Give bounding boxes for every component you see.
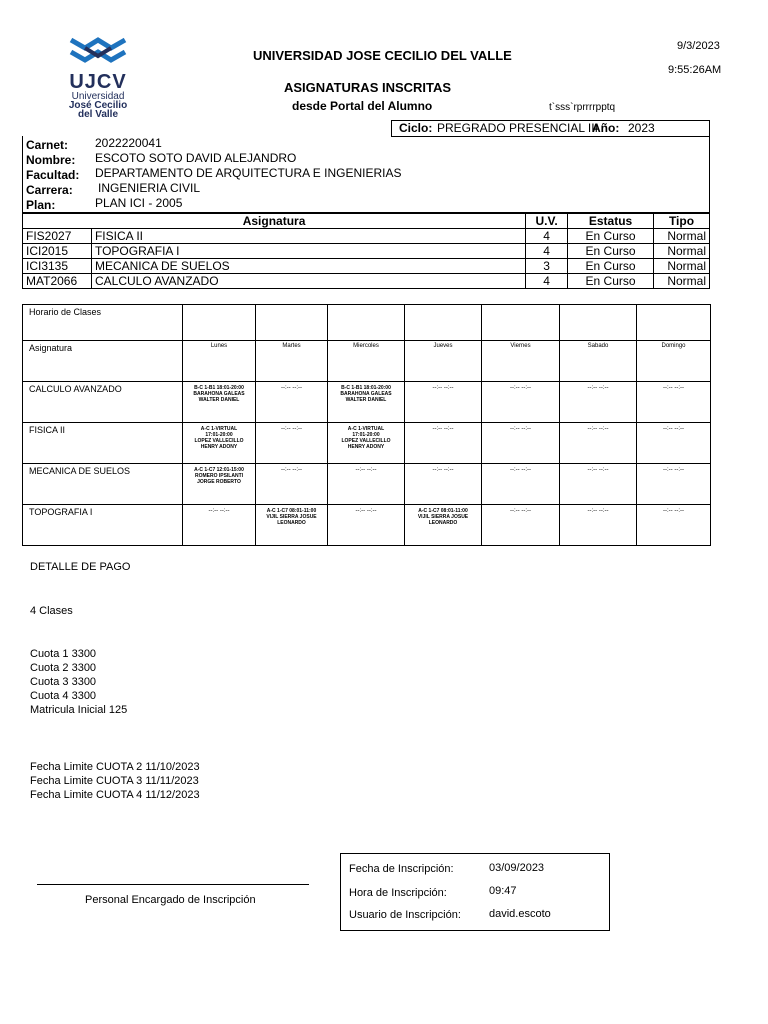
schedule-cell-line: A-C 1-VIRTUAL <box>200 426 238 432</box>
schedule-cell-line: --:-- --:-- <box>355 467 377 473</box>
schedule-cell <box>637 382 711 423</box>
schedule-cell-line: --:-- --:-- <box>587 385 609 391</box>
subjects-header-row <box>23 214 710 229</box>
subject-type: Normal <box>654 274 710 289</box>
schedule-cell-line: ROMERO IPSILANTI <box>194 473 244 479</box>
schedule-cell-line: A-C 1-C7 08:01-11:00 <box>418 508 468 514</box>
day-header: Martes <box>256 341 328 382</box>
nombre-value: ESCOTO SOTO DAVID ALEJANDRO <box>95 151 297 165</box>
schedule-cell-line: BARAHONA GALEAS <box>340 391 392 397</box>
schedule-cell-line: --:-- --:-- <box>281 426 302 432</box>
schedule-cell-line: LEONARDO <box>428 520 458 526</box>
print-date: 9/3/2023 <box>677 40 720 52</box>
payment-classes: 4 Clases <box>30 605 73 617</box>
fecha-value: 03/09/2023 <box>489 862 545 874</box>
schedule-cell-line: VIJIL SIERRA JOSUE <box>417 514 469 520</box>
subject-name: CALCULO AVANZADO <box>91 274 525 289</box>
deadline-line: Fecha Limite CUOTA 2 11/10/2023 <box>30 761 200 773</box>
schedule-cell-line: WALTER DANIEL <box>198 397 240 403</box>
schedule-cell-line: HENRY ADONY <box>347 444 385 450</box>
day-header: Sabado <box>560 341 637 382</box>
schedule-cell-line: B-C 1-B1 18:01-20:00 <box>194 385 244 391</box>
schedule-cell <box>637 505 711 546</box>
schedule-cell-line: --:-- --:-- <box>510 385 531 391</box>
schedule-asignatura-label: Asignatura <box>23 341 183 382</box>
reference-code: t`sss`rprrrrpptq <box>549 102 616 113</box>
signature-label: Personal Encargado de Inscripción <box>85 894 256 906</box>
carrera-label: Carrera: <box>26 183 73 197</box>
schedule-cell <box>482 464 560 505</box>
schedule-cell-line: --:-- --:-- <box>281 385 302 391</box>
schedule-cell-line: --:-- --:-- <box>510 467 531 473</box>
schedule-cell-line: --:-- --:-- <box>587 467 609 473</box>
subject-status: En Curso <box>568 229 654 244</box>
schedule-cell-line: BARAHONA GALEAS <box>193 391 245 397</box>
schedule-cell-line: 17:01-20:00 <box>352 432 380 438</box>
cuota-line: Matricula Inicial 125 <box>30 704 128 716</box>
logo-line3: del Valle <box>77 109 119 120</box>
fecha-label: Fecha de Inscripción: <box>349 863 454 875</box>
cuota-line: Cuota 1 3300 <box>30 648 97 660</box>
header-estatus: Estatus <box>568 214 654 229</box>
schedule-cell-line: --:-- --:-- <box>355 508 377 514</box>
subject-code: ICI3135 <box>23 259 92 274</box>
subject-status: En Curso <box>568 259 654 274</box>
schedule-cell-line: --:-- --:-- <box>587 508 609 514</box>
schedule-cell <box>328 505 405 546</box>
university-name: UNIVERSIDAD JOSE CECILIO DEL VALLE <box>253 48 512 63</box>
schedule-cell-line: WALTER DANIEL <box>345 397 387 403</box>
schedule-cell-line: LOPEZ VALLECILLO <box>194 438 244 444</box>
schedule-cell-line: --:-- --:-- <box>208 508 230 514</box>
payment-cuotas <box>30 647 127 717</box>
plan-label: Plan: <box>26 198 56 212</box>
day-header: Jueves <box>405 341 482 382</box>
schedule-cell-line: --:-- --:-- <box>281 467 302 473</box>
schedule-cell-line: JORGE ROBERTO <box>197 479 241 485</box>
table-row <box>23 229 710 244</box>
schedule-cell <box>405 423 482 464</box>
hora-label: Hora de Inscripción: <box>349 887 447 899</box>
ciclo-label: Ciclo: <box>399 121 433 135</box>
schedule-cell <box>328 382 405 423</box>
payment-deadlines <box>30 760 200 802</box>
plan-value: PLAN ICI - 2005 <box>95 196 183 210</box>
schedule-cell <box>405 505 482 546</box>
carnet-label: Carnet: <box>26 138 69 152</box>
day-header: Lunes <box>183 341 256 382</box>
page-title: ASIGNATURAS INSCRITAS <box>284 80 452 95</box>
subject-code: ICI2015 <box>23 244 92 259</box>
schedule-cell-line: --:-- --:-- <box>432 385 454 391</box>
hora-value: 09:47 <box>489 885 517 897</box>
schedule-cell <box>482 423 560 464</box>
day-header: Domingo <box>637 341 711 382</box>
schedule-cell <box>328 423 405 464</box>
schedule-cell <box>256 423 328 464</box>
schedule-cell-line: LEONARDO <box>277 520 306 526</box>
table-row <box>23 244 710 259</box>
carrera-value: INGENIERIA CIVIL <box>98 181 201 195</box>
cuota-line: Cuota 2 3300 <box>30 662 97 674</box>
logo-brand: UJCV <box>69 71 127 93</box>
subjects-table <box>22 213 710 289</box>
schedule-cell-line: --:-- --:-- <box>663 385 684 391</box>
signature-line <box>37 884 309 885</box>
schedule-cell <box>482 505 560 546</box>
subject-name: MECANICA DE SUELOS <box>91 259 525 274</box>
schedule-cell-line: B-C 1-B1 18:01-20:00 <box>341 385 391 391</box>
schedule-cell <box>560 423 637 464</box>
deadline-line: Fecha Limite CUOTA 4 11/12/2023 <box>30 789 200 801</box>
subject-code: FIS2027 <box>23 229 92 244</box>
logo-line1: Universidad <box>71 91 125 102</box>
schedule-title: Horario de Clases <box>23 305 183 341</box>
schedule-table <box>22 304 711 546</box>
schedule-cell-line: --:-- --:-- <box>587 426 609 432</box>
schedule-subject-name: TOPOGRAFIA I <box>23 505 183 546</box>
schedule-cell <box>482 382 560 423</box>
facultad-label: Facultad: <box>26 168 80 182</box>
schedule-cell-line: VIJIL SIERRA JOSUE <box>266 514 317 520</box>
cuota-line: Cuota 3 3300 <box>30 676 97 688</box>
subject-type: Normal <box>654 244 710 259</box>
schedule-cell <box>560 505 637 546</box>
schedule-cell <box>637 423 711 464</box>
page-subtitle: desde Portal del Alumno <box>292 99 433 113</box>
ujcv-emblem-icon <box>65 36 131 70</box>
schedule-cell-line: --:-- --:-- <box>663 426 684 432</box>
subject-code: MAT2066 <box>23 274 92 289</box>
schedule-cell-line: --:-- --:-- <box>432 426 454 432</box>
schedule-day-row <box>23 341 711 382</box>
subject-type: Normal <box>654 259 710 274</box>
day-header: Miercoles <box>328 341 405 382</box>
schedule-cell-line: --:-- --:-- <box>663 467 684 473</box>
schedule-cell <box>256 464 328 505</box>
subject-uv: 4 <box>526 244 568 259</box>
cuota-line: Cuota 4 3300 <box>30 690 97 702</box>
schedule-cell <box>183 382 256 423</box>
subject-uv: 4 <box>526 229 568 244</box>
subject-status: En Curso <box>568 274 654 289</box>
subject-status: En Curso <box>568 244 654 259</box>
schedule-cell <box>256 505 328 546</box>
schedule-cell-line: --:-- --:-- <box>510 426 531 432</box>
schedule-subject-name: FISICA II <box>23 423 183 464</box>
usuario-label: Usuario de Inscripción: <box>349 909 461 921</box>
schedule-cell <box>560 382 637 423</box>
schedule-subject-name: CALCULO AVANZADO <box>23 382 183 423</box>
schedule-subject-name: MECANICA DE SUELOS <box>23 464 183 505</box>
schedule-cell-line: A-C 1-C7 12:01-15:00 <box>194 467 244 473</box>
carnet-value: 2022220041 <box>95 136 162 150</box>
schedule-cell <box>183 423 256 464</box>
payment-title: DETALLE DE PAGO <box>30 561 131 573</box>
schedule-cell <box>183 464 256 505</box>
usuario-value: david.escoto <box>489 908 551 920</box>
university-logo <box>48 36 148 120</box>
student-info <box>22 136 710 213</box>
subject-name: TOPOGRAFIA I <box>91 244 525 259</box>
year-label: Año: <box>592 121 620 135</box>
print-time: 9:55:26AM <box>668 64 722 76</box>
subject-uv: 3 <box>526 259 568 274</box>
schedule-title-row <box>23 305 711 341</box>
schedule-cell-line: LOPEZ VALLECILLO <box>341 438 391 444</box>
schedule-cell-line: --:-- --:-- <box>432 467 454 473</box>
schedule-row <box>23 464 711 505</box>
table-row <box>23 259 710 274</box>
ciclo-value: PREGRADO PRESENCIAL III <box>437 121 598 135</box>
schedule-row <box>23 505 711 546</box>
nombre-label: Nombre: <box>26 153 76 167</box>
subject-uv: 4 <box>526 274 568 289</box>
logo-line2: José Cecilio <box>68 100 128 111</box>
facultad-value: DEPARTAMENTO DE ARQUITECTURA E INGENIERIAS <box>95 166 402 180</box>
schedule-cell <box>183 505 256 546</box>
year-value: 2023 <box>628 121 655 135</box>
registration-box <box>340 853 610 931</box>
schedule-cell-line: 17:01-20:00 <box>205 432 233 438</box>
header-uv: U.V. <box>526 214 568 229</box>
schedule-cell-line: A-C 1-C7 08:01-11:00 <box>266 508 317 514</box>
subject-type: Normal <box>654 229 710 244</box>
schedule-cell <box>256 382 328 423</box>
day-header: Viernes <box>482 341 560 382</box>
ciclo-box <box>391 120 710 137</box>
header-tipo: Tipo <box>654 214 710 229</box>
schedule-cell <box>405 382 482 423</box>
schedule-cell-line: A-C 1-VIRTUAL <box>347 426 385 432</box>
schedule-cell <box>328 464 405 505</box>
schedule-cell <box>560 464 637 505</box>
schedule-cell-line: --:-- --:-- <box>663 508 684 514</box>
schedule-cell <box>405 464 482 505</box>
schedule-cell <box>637 464 711 505</box>
schedule-row <box>23 423 711 464</box>
schedule-cell-line: --:-- --:-- <box>510 508 531 514</box>
schedule-cell-line: HENRY ADONY <box>200 444 238 450</box>
deadline-line: Fecha Limite CUOTA 3 11/11/2023 <box>30 775 199 787</box>
schedule-row <box>23 382 711 423</box>
table-row <box>23 274 710 289</box>
subject-name: FISICA II <box>91 229 525 244</box>
header-asignatura: Asignatura <box>23 214 526 229</box>
